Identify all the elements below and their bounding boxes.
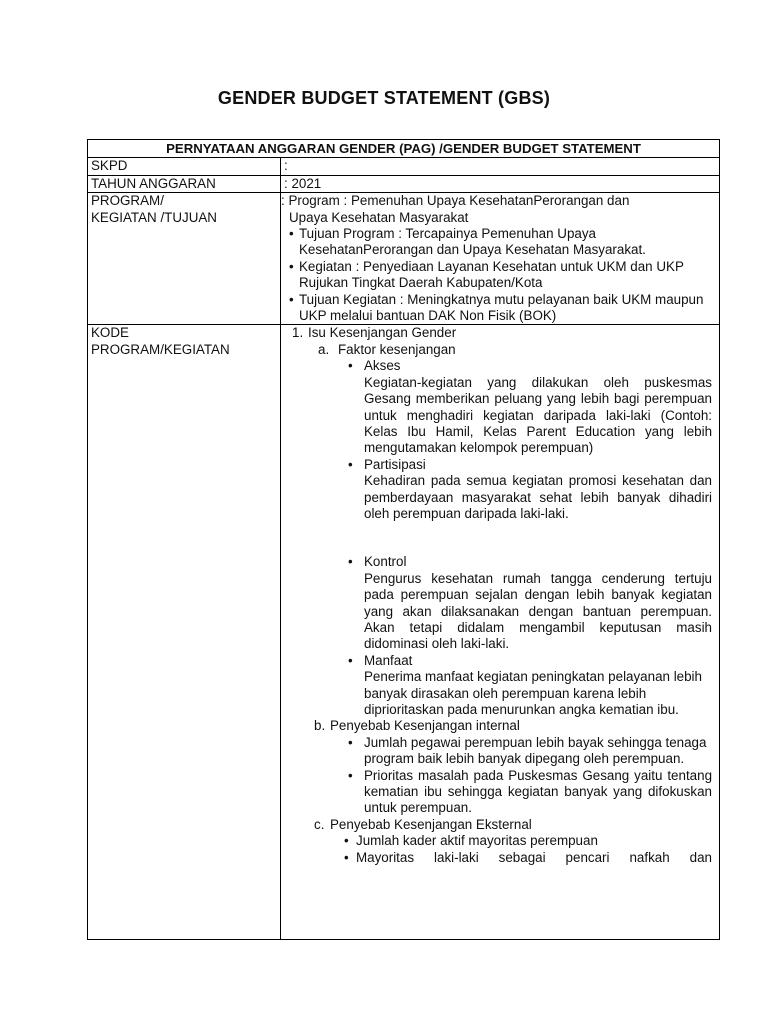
list-item bbox=[281, 292, 716, 325]
bullet-icon: • bbox=[348, 734, 353, 750]
program-kegiatan-label: PROGRAM/KEGIATAN bbox=[91, 341, 230, 357]
list-item bbox=[284, 768, 716, 817]
skpd-value: : bbox=[281, 158, 720, 175]
item-body: Jumlah pegawai perempuan lebih bayak sehingga tenaga program baik lebih banyak dipegang oleh perempuan. bbox=[364, 734, 707, 767]
list-item bbox=[284, 735, 716, 768]
bullet-icon: • bbox=[344, 849, 349, 865]
item-title: Manfaat bbox=[364, 652, 413, 668]
list-item bbox=[284, 358, 716, 456]
list-item bbox=[284, 457, 716, 523]
list-item bbox=[284, 653, 716, 719]
item-body: Prioritas masalah pada Puskesmas Gesang yaitu tentang kematian ibu sehingga kegiatan banyak yang difokuskan untuk perempuan. bbox=[364, 767, 713, 816]
item-body: Penerima manfaat kegiatan peningkatan pelayanan lebih banyak dirasakan oleh perempuan karena lebih diprioritaskan pada menurunkan angka kematian ibu. bbox=[364, 669, 702, 717]
bullet-icon: • bbox=[289, 226, 294, 242]
list-item bbox=[281, 259, 716, 292]
table-row bbox=[88, 158, 720, 175]
bullet-icon: • bbox=[348, 554, 353, 570]
section-title: Penyebab Kesenjangan Eksternal bbox=[330, 816, 532, 832]
program-label: PROGRAM/ bbox=[91, 193, 164, 209]
table-header-row bbox=[88, 140, 720, 158]
kegiatan-tujuan-label: KEGIATAN /TUJUAN bbox=[91, 209, 217, 225]
tujuan-program: Tujuan Program : Tercapainya Pemenuhan Upaya KesehatanPerorangan dan Upaya Kesehatan Masyarakat. bbox=[299, 226, 646, 258]
section-letter: b. bbox=[314, 718, 326, 734]
document-title: GENDER BUDGET STATEMENT (GBS) bbox=[217, 88, 551, 108]
item-body: Mayoritas laki-laki sebagai pencari nafkah dan bbox=[356, 849, 713, 865]
kegiatan: Kegiatan : Penyediaan Layanan Kesehatan untuk UKM dan UKP Rujukan Tingkat Daerah Kabupaten/Kota bbox=[299, 258, 684, 291]
tahun-anggaran-label: TAHUN ANGGARAN bbox=[88, 175, 281, 192]
list-item bbox=[284, 850, 716, 866]
item-body: Jumlah kader aktif mayoritas perempuan bbox=[356, 833, 598, 849]
item-title: Kontrol bbox=[364, 554, 407, 570]
gbs-table bbox=[87, 139, 720, 940]
item-body: Pengurus kesehatan rumah tangga cenderung tertuju pada perempuan sejalan dengan lebih banyak kegiatan yang akan dilaksanakan dengan bantuan perempuan. Akan tetapi didalam mengambil keputusan masih didominasi oleh laki-laki. bbox=[364, 570, 713, 652]
bullet-icon: • bbox=[348, 358, 353, 374]
kode-label: KODE bbox=[91, 325, 129, 341]
table-row bbox=[88, 325, 720, 940]
skpd-label: SKPD bbox=[88, 158, 281, 175]
section-letter: c. bbox=[314, 816, 325, 832]
tujuan-kegiatan: Tujuan Kegiatan : Meningkatnya mutu pelayanan baik UKM maupun UKP melalui bantuan DAK Non Fisik (BOK) bbox=[299, 291, 704, 324]
program-line: : Program : Pemenuhan Upaya KesehatanPerorangan dan bbox=[281, 193, 630, 209]
bullet-icon: • bbox=[348, 767, 353, 783]
kode-value-cell bbox=[281, 325, 720, 940]
list-item bbox=[284, 833, 716, 849]
section-title: Faktor kesenjangan bbox=[338, 341, 456, 357]
tahun-anggaran-value: : 2021 bbox=[281, 175, 720, 192]
issue-heading bbox=[284, 325, 716, 341]
list-item bbox=[284, 554, 716, 652]
table-header: PERNYATAAN ANGGARAN GENDER (PAG) /GENDER BUDGET STATEMENT bbox=[88, 140, 720, 158]
section-c bbox=[284, 817, 716, 833]
bullet-icon: • bbox=[348, 652, 353, 668]
bullet-icon: • bbox=[289, 291, 294, 307]
section-title: Penyebab Kesenjangan internal bbox=[330, 718, 520, 734]
item-title: Partisipasi bbox=[364, 456, 426, 472]
item-body: Kegiatan-kegiatan yang dilakukan oleh puskesmas Gesang memberikan peluang yang lebih bagi perempuan untuk menghadiri kegiatan daripada laki-laki (Contoh: Kelas Ibu Hamil, Kelas Parent Education yang lebih mengutamakan kelompok perempuan) bbox=[364, 374, 713, 456]
section-a bbox=[284, 342, 716, 358]
item-body: Kehadiran pada semua kegiatan promosi kesehatan dan pemberdayaan masyarakat sehat lebih banyak dihadiri oleh perempuan daripada laki-laki. bbox=[364, 473, 713, 521]
bullet-icon: • bbox=[348, 456, 353, 472]
section-b bbox=[284, 718, 716, 734]
program-line-cont: Upaya Kesehatan Masyarakat bbox=[289, 209, 469, 225]
item-title: Akses bbox=[364, 358, 401, 374]
issue-title: Isu Kesenjangan Gender bbox=[308, 325, 457, 341]
bullet-icon: • bbox=[344, 833, 349, 849]
program-label-cell bbox=[88, 193, 281, 325]
table-row bbox=[88, 193, 720, 325]
section-letter: a. bbox=[318, 341, 330, 357]
list-item bbox=[281, 226, 716, 259]
issue-number: 1. bbox=[292, 325, 304, 341]
bullet-icon: • bbox=[289, 258, 294, 274]
table-row bbox=[88, 175, 720, 192]
program-value-cell bbox=[281, 193, 720, 325]
kode-label-cell bbox=[88, 325, 281, 940]
spacer bbox=[284, 522, 716, 554]
